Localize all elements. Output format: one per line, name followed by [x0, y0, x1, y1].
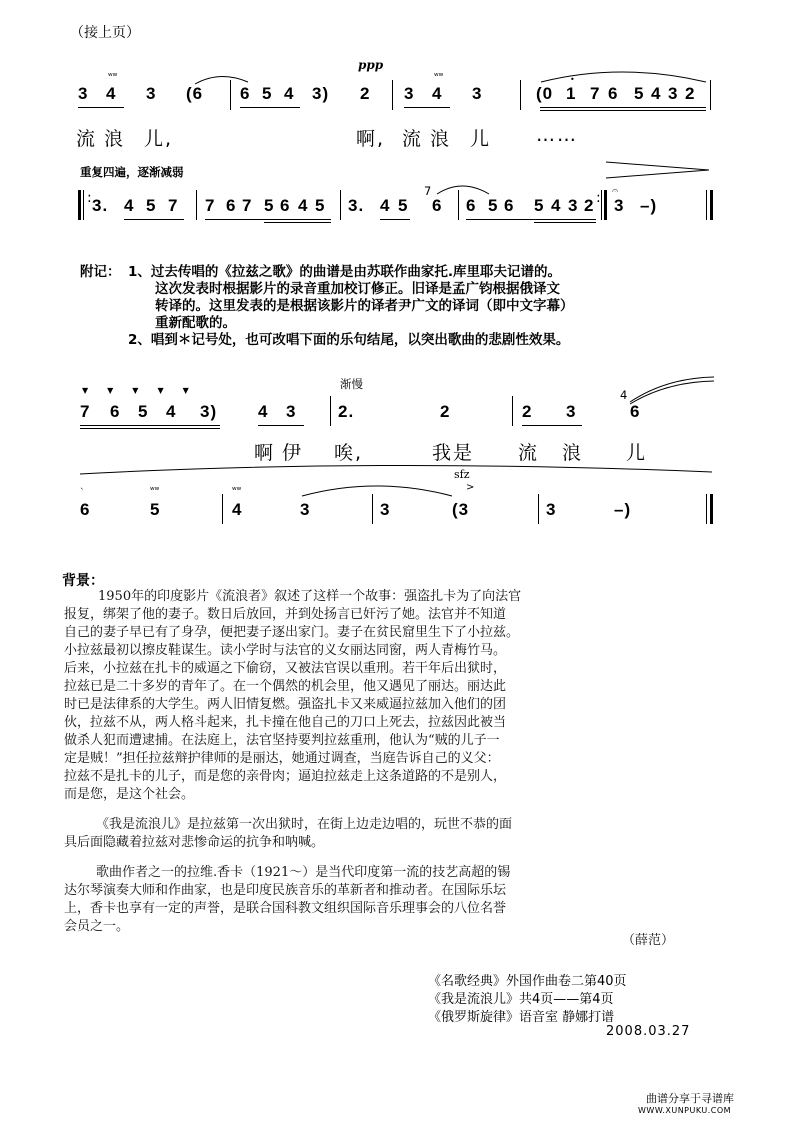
paragraph-line: 歌曲作者之一的拉维.香卡（1921～）是当代印度第一流的技艺高超的锡 — [96, 865, 511, 880]
paragraph-line: 达尔琴演奏大师和作曲家，也是印度民族音乐的革新者和推动者。在国际乐坛 — [64, 883, 507, 898]
lyric: 啊, — [356, 128, 386, 150]
trill-mark: ʷʷ — [108, 72, 118, 82]
beam — [205, 219, 331, 220]
beam — [540, 110, 706, 111]
paragraph-line: 报复，绑架了他的妻子。数日后放回，并到处扬言已奸污了她。法官并不知道 — [64, 607, 507, 622]
note: 6 — [240, 84, 251, 103]
beam — [522, 425, 582, 426]
watermark-text: 曲谱分享于寻谱库 — [646, 1092, 734, 1105]
trill-mark: ʷʷ — [150, 486, 160, 496]
note: 6 — [504, 196, 515, 215]
paragraph-line: 1950年的印度影片《流浪者》叙述了这样一个故事：强盗扎卡为了向法官 — [98, 589, 522, 604]
lyric: 流 — [76, 128, 98, 150]
bar-line — [372, 494, 373, 524]
note: –) — [640, 196, 658, 215]
lyric: 啊 — [254, 442, 276, 464]
paragraph-line: 上，香卡也享有一定的声誉，是联合国科教文组织国际音乐理事会的八位名誉 — [64, 901, 507, 916]
note: 6 — [630, 402, 641, 421]
note: 3 — [300, 500, 311, 519]
beam — [124, 219, 184, 220]
accent-icon: > — [466, 482, 475, 493]
beam — [534, 222, 596, 223]
note: 5 — [150, 500, 161, 519]
lyric: 流 — [402, 128, 424, 150]
beam — [264, 222, 331, 223]
note: 7 — [205, 196, 216, 215]
note: 4 — [380, 196, 391, 215]
slur — [626, 374, 718, 408]
note: 6 — [466, 196, 477, 215]
note: 6 — [110, 402, 121, 421]
background-heading: 背景： — [62, 573, 104, 589]
tenuto-icon: ˋ — [80, 488, 85, 498]
note: 5 — [146, 196, 157, 215]
note: 2 — [522, 402, 533, 421]
beam — [258, 425, 304, 426]
note: 2 — [584, 196, 595, 215]
note: 5 — [488, 196, 499, 215]
note: (6 — [186, 84, 204, 103]
note: 5 — [264, 196, 275, 215]
note: 3 — [668, 84, 679, 103]
bar-line — [330, 396, 331, 426]
note: 5 — [534, 196, 545, 215]
note: 4 — [232, 500, 243, 519]
paragraph-line: 拉兹不是扎卡的儿子，而是您的亲骨肉；逼迫拉兹走上这条道路的不是别人， — [64, 769, 507, 784]
note: 3 — [546, 500, 557, 519]
repeat-bar-start — [83, 190, 84, 220]
note: 2 — [360, 84, 371, 103]
note: 5 — [138, 402, 149, 421]
accent-marks: ▼▼▼▼▼ — [82, 386, 208, 395]
note: 6 — [226, 196, 237, 215]
paragraph-line: 小拉兹最初以擦皮鞋谋生。读小学时与法官的义女丽达同窗，两人青梅竹马。 — [64, 643, 507, 658]
lyric: 唉, — [334, 442, 364, 464]
beam — [78, 107, 124, 108]
note: 3) — [312, 84, 330, 103]
note: 4 — [432, 84, 443, 103]
slur — [190, 70, 310, 90]
slur — [536, 66, 716, 86]
paragraph-line: 会员之一。 — [64, 919, 130, 934]
tempo-marking: 渐慢 — [340, 377, 363, 391]
credit-date: 2008.03.27 — [606, 1024, 691, 1039]
note: (0 — [536, 84, 554, 103]
credit-line: 《俄罗斯旋律》语音室 静娜打谱 — [428, 1010, 615, 1025]
note: 3) — [200, 402, 218, 421]
decrescendo-hairpin — [604, 158, 714, 182]
appendix-item-1-cont: 转译的。这里发表的是根据该影片的译者尹广文的译词（即中文字幕） — [155, 298, 574, 314]
watermark-url: WWW.XUNPUKU.COM — [638, 1106, 732, 1115]
note: 7 — [80, 402, 91, 421]
credit-line: 《名歌经典》外国作曲卷二第40页 — [428, 974, 627, 989]
bar-line — [520, 80, 521, 110]
note: 6 — [80, 500, 91, 519]
beam — [240, 107, 300, 108]
note: 5 — [315, 196, 326, 215]
lyric: 儿, — [144, 128, 174, 150]
note: 4 — [284, 84, 295, 103]
note: 3 — [614, 196, 625, 215]
lyric: 流 — [518, 442, 540, 464]
final-bar — [710, 190, 713, 220]
lyric: 伊 — [282, 442, 304, 464]
lyric: …… — [536, 124, 578, 146]
final-bar — [706, 494, 707, 524]
appendix-item-2: 2、唱到＊记号处，也可改唱下面的乐句结尾，以突出歌曲的悲剧性效果。 — [128, 332, 570, 348]
note: 2 — [440, 402, 451, 421]
paragraph-line: 《我是流浪儿》是拉兹第一次出狱时，在街上边走边唱的，玩世不恭的面 — [96, 817, 513, 832]
repeat-instruction: 重复四遍，逐渐减弱 — [80, 165, 184, 179]
high-dot: • — [570, 75, 575, 84]
note: 3 — [380, 500, 391, 519]
repeat-bar-start — [78, 190, 81, 220]
beam — [466, 219, 596, 220]
note: 3 — [472, 84, 483, 103]
note: 3 — [404, 84, 415, 103]
fermata-icon: 𝄐 — [612, 184, 619, 197]
note: 4 — [551, 196, 562, 215]
paragraph-line: 定是贼！”担任拉兹辩护律师的是丽达，她通过调查，当庭告诉自己的义父： — [64, 751, 500, 766]
grace-note: 4 — [620, 388, 628, 402]
note: –) — [614, 500, 632, 519]
final-bar — [710, 494, 713, 524]
note: 4 — [106, 84, 117, 103]
note: 3 — [566, 402, 577, 421]
note: 3 — [146, 84, 157, 103]
note: 4 — [258, 402, 269, 421]
bar-line — [196, 190, 197, 220]
lyric: 浪 — [104, 128, 126, 150]
beam — [80, 428, 220, 429]
note: 7 — [168, 196, 179, 215]
slur — [434, 180, 494, 198]
note: 3. — [348, 196, 365, 215]
note: 5 — [262, 84, 273, 103]
appendix-label: 附记： — [80, 264, 121, 280]
bar-line — [392, 80, 393, 110]
paragraph-line: 时已是法律系的大学生。两人旧情复燃。强盗扎卡又来威逼拉兹加入他们的团 — [64, 697, 507, 712]
continued-label: （接上页） — [70, 25, 140, 41]
appendix-item-1: 1、过去传唱的《拉兹之歌》的曲谱是由苏联作曲家托.库里耶夫记谱的。 — [128, 264, 562, 280]
paragraph-line: 拉兹已是二十多岁的青年了。在一个偶然的机会里，他又遇见了丽达。丽达此 — [64, 679, 507, 694]
note: 4 — [166, 402, 177, 421]
final-bar — [706, 190, 707, 220]
note: 5 — [634, 84, 645, 103]
repeat-bar-end — [604, 190, 607, 220]
beam — [80, 425, 220, 426]
lyric: 我是 — [432, 442, 475, 464]
beam — [540, 107, 706, 108]
note: 4 — [298, 196, 309, 215]
bar-line — [340, 190, 341, 220]
note: 7 — [242, 196, 253, 215]
bar-line — [538, 494, 539, 524]
lyric: 儿 — [626, 442, 648, 464]
note: 6 — [608, 84, 619, 103]
note: 7 — [590, 84, 601, 103]
note: 4 — [651, 84, 662, 103]
note: 3. — [92, 196, 109, 215]
slur — [76, 460, 716, 504]
note: (3 — [452, 500, 470, 519]
trill-mark: ʷʷ — [434, 72, 444, 82]
appendix-item-1-cont: 这次发表时根据影片的录音重加校订修正。旧译是孟广钧根据俄译文 — [155, 281, 560, 297]
note: 4 — [124, 196, 135, 215]
beam — [404, 107, 450, 108]
sfz-marking: sfz — [454, 468, 470, 481]
paragraph-line: 自己的妻子早已有了身孕，便把妻子逐出家门。妻子在贫民窟里生下了小拉兹。 — [64, 625, 520, 640]
paragraph-line: 后来，小拉兹在扎卡的威逼之下偷窃，又被法官误以重刑。若干年后出狱时， — [64, 661, 507, 676]
lyric: 儿 — [470, 128, 492, 150]
repeat-dots: : — [596, 190, 601, 206]
note: 6 — [280, 196, 291, 215]
beam — [380, 219, 410, 220]
note: 2. — [338, 402, 355, 421]
dynamic-ppp: ppp — [358, 58, 384, 72]
note: 1 — [566, 84, 577, 103]
note: 2 — [685, 84, 696, 103]
paragraph-line: 具后面隐藏着拉兹对悲惨命运的抗争和呐喊。 — [64, 835, 325, 850]
bar-line — [512, 396, 513, 426]
note: 5 — [398, 196, 409, 215]
credit-line: 《我是流浪儿》共4页——第4页 — [428, 992, 614, 1007]
grace-note: 7 — [424, 184, 432, 198]
paragraph-line: 伙，拉兹不从，两人格斗起来，扎卡撞在他自己的刀口上死去，拉兹因此被当 — [64, 715, 507, 730]
lyric: 浪 — [562, 442, 584, 464]
bar-line — [222, 494, 223, 524]
author: （薛范） — [622, 933, 675, 948]
repeat-dots: : — [87, 190, 92, 206]
note: 3 — [78, 84, 89, 103]
trill-mark: ʷʷ — [232, 486, 242, 496]
lyric: 浪 — [430, 128, 452, 150]
note: 3 — [568, 196, 579, 215]
paragraph-line: 做杀人犯而遭逮捕。在法庭上，法官坚持要判拉兹重刑，他认为“贼的儿子一 — [64, 733, 500, 748]
repeat-bar-end — [601, 190, 602, 220]
note: 6 — [432, 196, 443, 215]
paragraph-line: 而是您，是这个社会。 — [64, 787, 195, 802]
appendix-item-1-cont: 重新配歌的。 — [155, 315, 236, 331]
note: 3 — [286, 402, 297, 421]
